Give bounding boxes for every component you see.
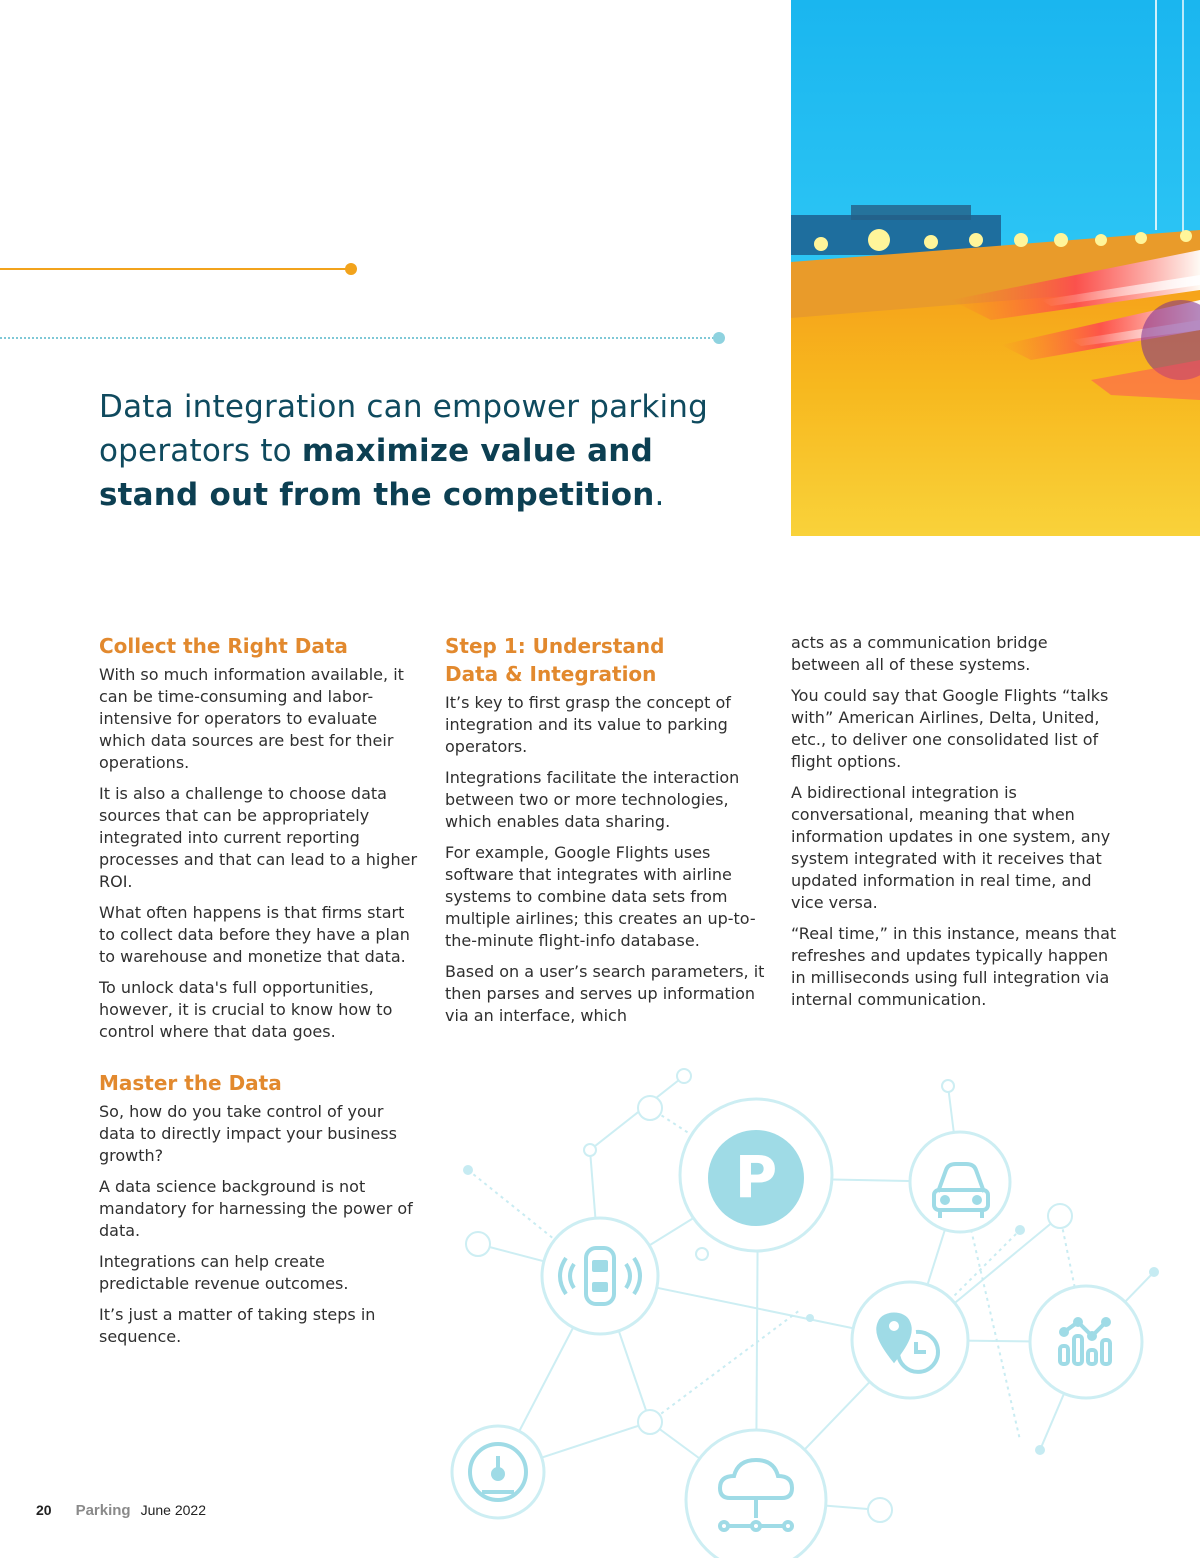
column-one <box>99 632 419 1357</box>
page-number: 20 <box>36 1502 52 1518</box>
paragraph: Integrations facilitate the interaction between two or more technologies, which enables data sharing. <box>445 768 740 831</box>
column-three <box>791 632 1121 1020</box>
paragraph: To unlock data's full opportunities, however, it is crucial to know how to control where that data goes. <box>99 978 393 1041</box>
paragraph: It’s key to first grasp the concept of integration and its value to parking operators. <box>445 693 731 756</box>
page-footer <box>36 1502 206 1519</box>
headline <box>99 385 759 517</box>
headline-period: . <box>654 477 665 513</box>
column-two <box>445 632 770 1036</box>
hero-photo-light-trails <box>791 0 1200 536</box>
orange-rule-line <box>0 268 352 270</box>
paragraph: What often happens is that firms start to collect data before they have a plan to warehouse and monetize that data. <box>99 903 410 966</box>
paragraph: A data science background is not mandatory for harnessing the power of data. <box>99 1177 413 1240</box>
paragraph: With so much information available, it can be time-consuming and labor-intensive for operators to evaluate which data sources are best for their operations. <box>99 665 404 772</box>
section-heading-step1 <box>445 632 770 688</box>
heading-line: Data & Integration <box>445 662 657 686</box>
paragraph: acts as a communication bridge between all of these systems. <box>791 633 1048 674</box>
paragraph: So, how do you take control of your data to directly impact your business growth? <box>99 1102 397 1165</box>
paragraph: It is also a challenge to choose data sources that can be appropriately integrated into current reporting processes and that can lead to a higher ROI. <box>99 784 418 891</box>
paragraph: For example, Google Flights uses software that integrates with airline systems to combine data sets from multiple airlines; this creates an up-to-the-minute flight-info database. <box>445 843 756 950</box>
paragraph: A bidirectional integration is conversational, meaning that when information updates in one system, any system integrated with it receives that updated information in real time, and vice versa. <box>791 783 1111 912</box>
network-illustration <box>440 1060 1200 1558</box>
publication-name: Parking <box>75 1502 131 1519</box>
paragraph: “Real time,” in this instance, means that refreshes and updates typically happen in milliseconds using full integration via internal communication. <box>791 924 1117 1009</box>
blue-dotted-rule-line <box>0 337 714 339</box>
section-heading-master: Master the Data <box>99 1071 282 1095</box>
paragraph: It’s just a matter of taking steps in sequence. <box>99 1305 376 1346</box>
issue-date: June 2022 <box>140 1502 207 1518</box>
parking-letter: P <box>734 1143 778 1211</box>
parking-p-icon <box>708 1130 804 1226</box>
headline-text: Data integration can empower parking operators to <box>99 389 709 469</box>
paragraph: Integrations can help create predictable revenue outcomes. <box>99 1252 349 1293</box>
paragraph: Based on a user’s search parameters, it then parses and serves up information via an interface, which <box>445 962 765 1025</box>
section-heading-collect: Collect the Right Data <box>99 634 348 658</box>
blue-rule-dot <box>713 332 725 344</box>
headline-emphasis: maximize value and stand out from the competition <box>99 433 655 513</box>
paragraph: You could say that Google Flights “talks with” American Airlines, Delta, United, etc., to deliver one consolidated list of flight options. <box>791 686 1109 771</box>
orange-rule-dot <box>345 263 357 275</box>
heading-line: Step 1: Understand <box>445 634 665 658</box>
